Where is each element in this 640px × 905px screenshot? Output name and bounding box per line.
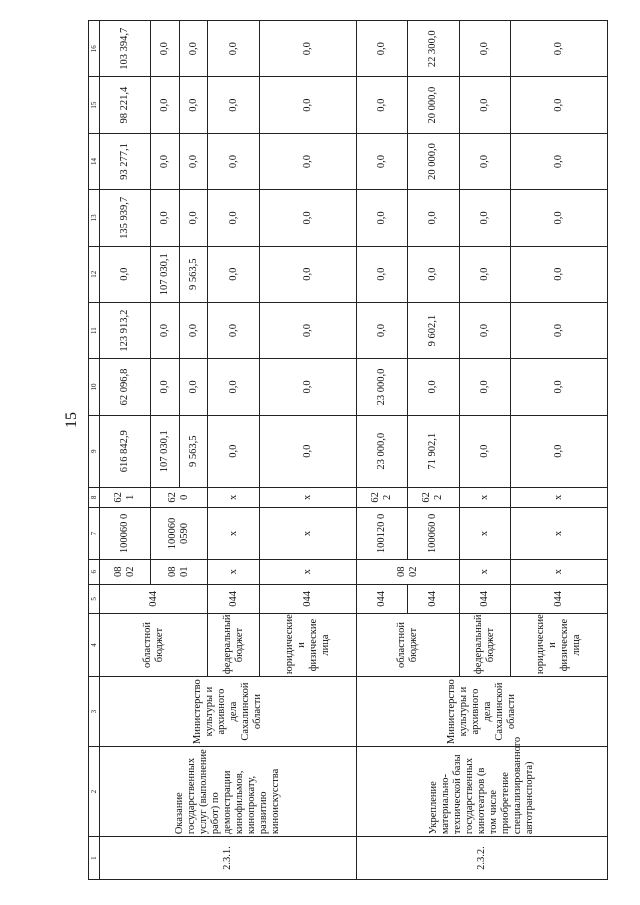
measure-name: Оказание государственных услуг (выполнение работ) по демонстрации кинофильмов, кинопрокату, развитию киноискусства xyxy=(100,747,357,837)
value-cell: 0,0 xyxy=(259,190,356,246)
value-cell: 135 939,7 xyxy=(100,190,151,246)
col-num: 16 xyxy=(89,21,100,77)
expense-type: x xyxy=(459,487,510,507)
expense-type: x xyxy=(510,487,607,507)
value-cell: 0,0 xyxy=(510,415,607,487)
value-cell: 0,0 xyxy=(259,21,356,77)
value-cell: 0,0 xyxy=(151,77,180,133)
value-cell: 0,0 xyxy=(459,133,510,189)
value-cell: 0,0 xyxy=(179,21,208,77)
value-cell: 123 913,2 xyxy=(100,302,151,358)
value-cell: 0,0 xyxy=(459,21,510,77)
value-cell: 22 300,0 xyxy=(408,21,459,77)
target-code: x xyxy=(459,508,510,560)
budget-source: федеральный бюджет xyxy=(208,613,259,676)
value-cell: 93 277,1 xyxy=(100,133,151,189)
budget-source: областной бюджет xyxy=(356,613,459,676)
target-code: 100060 0590 xyxy=(151,508,208,560)
value-cell: 0,0 xyxy=(510,77,607,133)
grbs-code: 044 xyxy=(356,584,407,613)
value-cell: 0,0 xyxy=(259,246,356,302)
value-cell: 23 000,0 xyxy=(356,415,407,487)
budget-table xyxy=(88,20,608,880)
budget-source: юридические и физические лица xyxy=(259,613,356,676)
value-cell: 0,0 xyxy=(459,246,510,302)
value-cell: 0,0 xyxy=(459,359,510,415)
value-cell: 0,0 xyxy=(100,246,151,302)
target-code: x xyxy=(510,508,607,560)
measure-name: Укрепление материально-технической базы государственных кинотеатров (в том числе приобретение специализированного автотранспорта) xyxy=(356,747,607,837)
col-num: 10 xyxy=(89,359,100,415)
value-cell: 9 563,5 xyxy=(179,415,208,487)
value-cell: 0,0 xyxy=(408,190,459,246)
page-number: 15 xyxy=(63,412,80,428)
value-cell: 20 000,0 xyxy=(408,133,459,189)
value-cell: 0,0 xyxy=(259,415,356,487)
value-cell: 0,0 xyxy=(356,302,407,358)
target-code: 100060 0 xyxy=(100,508,151,560)
column-number-row xyxy=(89,21,100,880)
col-num: 3 xyxy=(89,677,100,747)
col-num: 6 xyxy=(89,559,100,584)
value-cell: 0,0 xyxy=(408,246,459,302)
executor: Министерство культуры и архивного дела Сахалинской области xyxy=(100,677,357,747)
value-cell: 0,0 xyxy=(459,77,510,133)
col-num: 8 xyxy=(89,487,100,507)
col-num: 12 xyxy=(89,246,100,302)
section-code: 08 01 xyxy=(151,559,208,584)
value-cell: 0,0 xyxy=(510,246,607,302)
col-num: 2 xyxy=(89,747,100,837)
value-cell: 0,0 xyxy=(151,21,180,77)
value-cell: 0,0 xyxy=(259,359,356,415)
value-cell: 0,0 xyxy=(510,190,607,246)
value-cell: 0,0 xyxy=(208,302,259,358)
executor: Министерство культуры и архивного дела Сахалинской области xyxy=(356,677,607,747)
expense-type: x xyxy=(208,487,259,507)
section-code: x xyxy=(208,559,259,584)
value-cell: 0,0 xyxy=(208,190,259,246)
grbs-code: 044 xyxy=(510,584,607,613)
value-cell: 0,0 xyxy=(208,77,259,133)
value-cell: 9 563,5 xyxy=(179,246,208,302)
value-cell: 0,0 xyxy=(259,302,356,358)
target-code: 100060 0 xyxy=(408,508,459,560)
rotated-table-wrapper xyxy=(88,20,608,880)
col-num: 1 xyxy=(89,837,100,880)
target-code: 100120 0 xyxy=(356,508,407,560)
value-cell: 0,0 xyxy=(151,133,180,189)
value-cell: 0,0 xyxy=(179,133,208,189)
col-num: 11 xyxy=(89,302,100,358)
value-cell: 0,0 xyxy=(356,21,407,77)
value-cell: 0,0 xyxy=(179,359,208,415)
value-cell: 0,0 xyxy=(151,302,180,358)
section-code: x xyxy=(510,559,607,584)
value-cell: 107 030,1 xyxy=(151,415,180,487)
grbs-code: 044 xyxy=(408,584,459,613)
row-number: 2.3.1. xyxy=(100,837,357,880)
value-cell: 0,0 xyxy=(459,302,510,358)
value-cell: 0,0 xyxy=(356,246,407,302)
value-cell: 0,0 xyxy=(179,77,208,133)
grbs-code: 044 xyxy=(208,584,259,613)
value-cell: 0,0 xyxy=(510,21,607,77)
expense-type: 62 1 xyxy=(100,487,151,507)
value-cell: 0,0 xyxy=(510,359,607,415)
value-cell: 0,0 xyxy=(510,302,607,358)
value-cell: 0,0 xyxy=(179,190,208,246)
value-cell: 0,0 xyxy=(151,359,180,415)
grbs-code: 044 xyxy=(259,584,356,613)
value-cell: 0,0 xyxy=(459,415,510,487)
value-cell: 0,0 xyxy=(208,415,259,487)
expense-type: 62 2 xyxy=(408,487,459,507)
budget-source: юридические и физические лица xyxy=(510,613,607,676)
section-code: 08 02 xyxy=(100,559,151,584)
value-cell: 0,0 xyxy=(208,21,259,77)
value-cell: 0,0 xyxy=(356,133,407,189)
col-num: 4 xyxy=(89,613,100,676)
value-cell: 20 000,0 xyxy=(408,77,459,133)
col-num: 15 xyxy=(89,77,100,133)
value-cell: 71 902,1 xyxy=(408,415,459,487)
value-cell: 0,0 xyxy=(179,302,208,358)
value-cell: 0,0 xyxy=(208,359,259,415)
value-cell: 0,0 xyxy=(259,133,356,189)
value-cell: 0,0 xyxy=(356,190,407,246)
value-cell: 98 221,4 xyxy=(100,77,151,133)
row-number: 2.3.2. xyxy=(356,837,607,880)
col-num: 7 xyxy=(89,508,100,560)
value-cell: 9 602,1 xyxy=(408,302,459,358)
expense-type: x xyxy=(259,487,356,507)
table-row xyxy=(356,21,407,880)
table-row xyxy=(100,21,151,880)
value-cell: 0,0 xyxy=(356,77,407,133)
value-cell: 103 394,7 xyxy=(100,21,151,77)
value-cell: 0,0 xyxy=(151,190,180,246)
col-num: 14 xyxy=(89,133,100,189)
value-cell: 616 842,9 xyxy=(100,415,151,487)
grbs-code: 044 xyxy=(459,584,510,613)
value-cell: 23 000,0 xyxy=(356,359,407,415)
value-cell: 0,0 xyxy=(510,133,607,189)
col-num: 13 xyxy=(89,190,100,246)
section-code: 08 02 xyxy=(356,559,459,584)
budget-source: федеральный бюджет xyxy=(459,613,510,676)
value-cell: 0,0 xyxy=(259,77,356,133)
expense-type: 62 0 xyxy=(151,487,208,507)
col-num: 9 xyxy=(89,415,100,487)
section-code: x xyxy=(259,559,356,584)
value-cell: 62 096,8 xyxy=(100,359,151,415)
expense-type: 62 2 xyxy=(356,487,407,507)
target-code: x xyxy=(208,508,259,560)
value-cell: 0,0 xyxy=(208,246,259,302)
value-cell: 0,0 xyxy=(459,190,510,246)
grbs-code: 044 xyxy=(100,584,208,613)
value-cell: 0,0 xyxy=(208,133,259,189)
budget-source: областной бюджет xyxy=(100,613,208,676)
value-cell: 0,0 xyxy=(408,359,459,415)
target-code: x xyxy=(259,508,356,560)
section-code: x xyxy=(459,559,510,584)
col-num: 5 xyxy=(89,584,100,613)
value-cell: 107 030,1 xyxy=(151,246,180,302)
